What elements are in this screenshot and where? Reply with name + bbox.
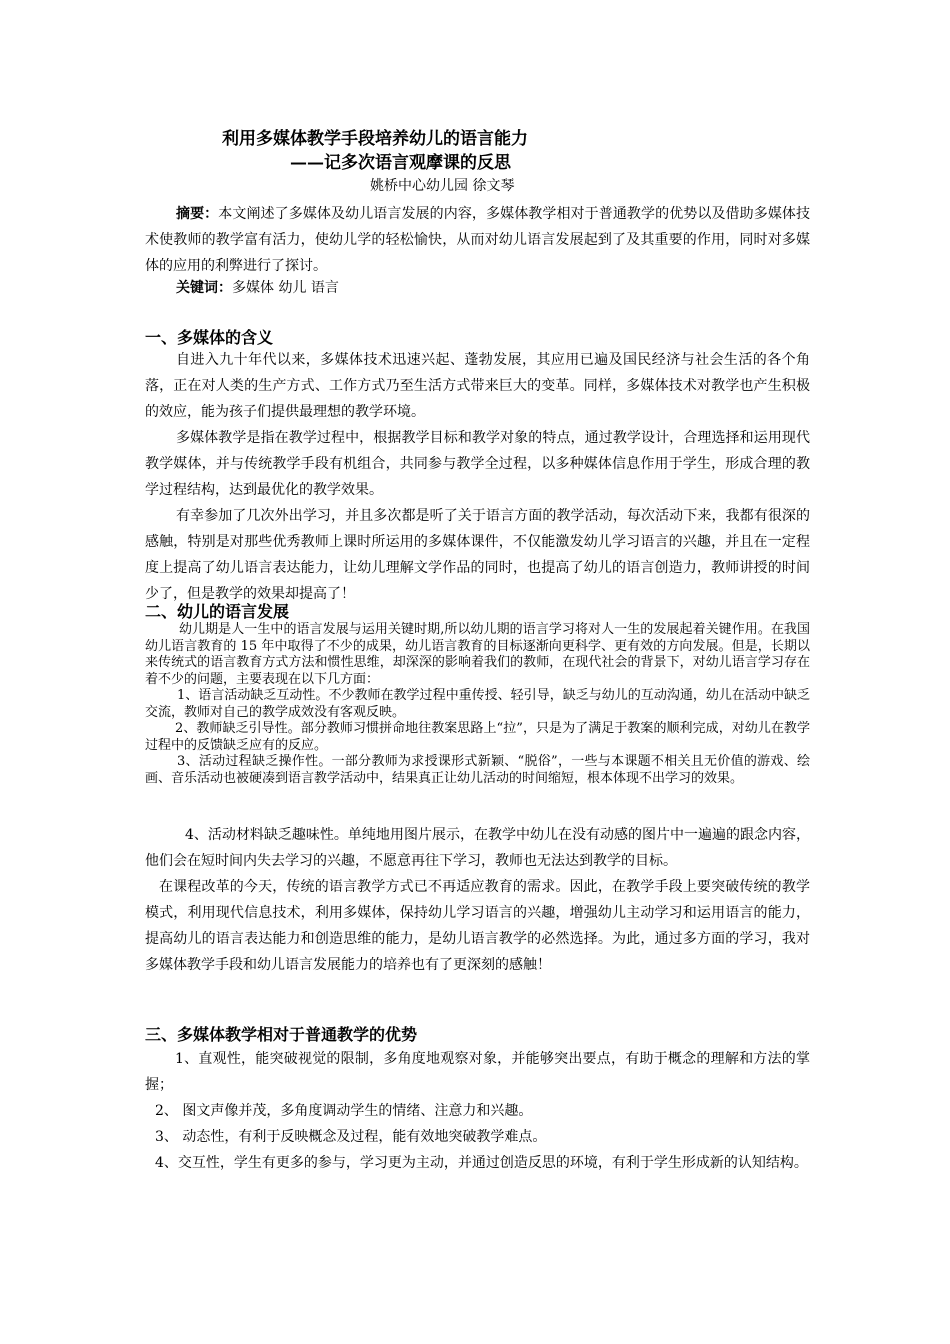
section1-paragraph: 自进入九十年代以来，多媒体技术迅速兴起、蓬勃发展，其应用已遍及国民经济与社会生活的各个角落，正在对人类的生产方式、工作方式乃至生活方式带来巨大的变革。同样，多媒体技术对教学也产生积极的效应，能为孩子们提供最理想的教学环境。 xyxy=(145,352,810,420)
section1-body xyxy=(145,347,810,607)
keywords-text: 多媒体 幼儿 语言 xyxy=(232,280,339,296)
section3-list-item: 1、直观性，能突破视觉的限制，多角度地观察对象，并能够突出要点，有助于概念的理解和方法的掌握； xyxy=(145,1051,810,1093)
author-line: 姚桥中心幼儿园 徐文琴 xyxy=(370,178,515,194)
keywords-label: 关键词： xyxy=(176,280,232,296)
abstract-block xyxy=(145,201,810,279)
section2-paragraph: 在课程改革的今天，传统的语言教学方式已不再适应教育的需求。因此，在教学手段上要突破传统的教学模式，利用现代信息技术，利用多媒体，保持幼儿学习语言的兴趣，增强幼儿主动学习和运用语言的能力，提高幼儿的语言表达能力和创造思维的能力，是幼儿语言教学的必然选择。为此，通过多方面的学习，我对多媒体教学手段和幼儿语言发展能力的培养也有了更深刻的感触！ xyxy=(145,879,810,973)
section3-body xyxy=(145,1046,810,1176)
section3-list-item: 2、 图文声像并茂，多角度调动学生的情绪、注意力和兴趣。 xyxy=(155,1103,533,1119)
abstract-text: 本文阐述了多媒体及幼儿语言发展的内容，多媒体教学相对于普通教学的优势以及借助多媒体技术使教师的教学富有活力，使幼儿学的轻松愉快，从而对幼儿语言发展起到了及其重要的作用，同时对多媒体的应用的利弊进行了探讨。 xyxy=(145,206,811,274)
section2-body xyxy=(145,822,810,978)
section1-paragraph: 有幸参加了几次外出学习，并且多次都是听了关于语言方面的教学活动，每次活动下来，我都有很深的感触，特别是对那些优秀教师上课时所运用的多媒体课件，不仅能激发幼儿学习语言的兴趣，并且在一定程度上提高了幼儿语言表达能力，让幼儿理解文学作品的同时，也提高了幼儿的语言创造力，教师讲授的时间少了，但是教学的效果却提高了！ xyxy=(145,508,810,602)
section1-paragraph: 多媒体教学是指在教学过程中，根据教学目标和教学对象的特点，通过教学设计，合理选择和运用现代教学媒体，并与传统教学手段有机组合，共同参与教学全过程，以多种媒体信息作用于学生，形成合理的教学过程结构，达到最优化的教学效果。 xyxy=(145,430,810,498)
abstract-paragraph xyxy=(145,201,810,279)
section2-small-body xyxy=(145,622,810,787)
abstract-label: 摘要： xyxy=(176,206,219,222)
keywords-block xyxy=(145,275,810,301)
section2-list-item: 1、语言活动缺乏互动性。不少教师在教学过程中重传授、轻引导，缺乏与幼儿的互动沟通，幼儿在活动中缺乏交流，教师对自己的教学成效没有客观反映。 xyxy=(145,688,810,720)
section3-list-item: 3、 动态性，有利于反映概念及过程，能有效地突破教学难点。 xyxy=(155,1129,547,1145)
section2-list-item: 4、活动材料缺乏趣味性。单纯地用图片展示，在教学中幼儿在没有动感的图片中一遍遍的跟念内容，他们会在短时间内失去学习的兴趣，不愿意再往下学习，教师也无法达到教学的目标。 xyxy=(145,827,810,869)
section2-list-item: 2、教师缺乏引导性。部分教师习惯拼命地往教案思路上“拉”，只是为了满足于教案的顺利完成，对幼儿在教学过程中的反馈缺乏应有的反应。 xyxy=(145,721,810,753)
document-title: 利用多媒体教学手段培养幼儿的语言能力 xyxy=(222,129,528,149)
document-subtitle: ——记多次语言观摩课的反思 xyxy=(290,153,511,173)
section2-intro-paragraph: 幼儿期是人一生中的语言发展与运用关键时期,所以幼儿期的语言学习将对人一生的发展起着关键作用。在我国幼儿语言教育的 15 年中取得了不少的成果，幼儿语言教育的目标逐渐向更科学、更有效的方向发展。但是，长期以来传统式的语言教育方式方法和惯性思维，却深深的影响着我们的教师，在现代社会的背景下，对幼儿语言学习存在着不少的问题，主要表现在以下几方面： xyxy=(145,622,810,687)
section3-list-item: 4、交互性，学生有更多的参与，学习更为主动，并通过创造反思的环境，有利于学生形成新的认知结构。 xyxy=(155,1155,808,1171)
section3-heading: 三、多媒体教学相对于普通教学的优势 xyxy=(145,1025,418,1044)
section2-heading: 二、幼儿的语言发展 xyxy=(145,602,290,621)
section1-heading: 一、多媒体的含义 xyxy=(145,328,274,347)
section2-list-item: 3、活动过程缺乏操作性。一部分教师为求授课形式新颖、“脱俗”，一些与本课题不相关且无价值的游戏、绘画、音乐活动也被硬凑到语言教学活动中，结果真正让幼儿活动的时间缩短，根本体现不出学习的效果。 xyxy=(145,754,810,786)
keywords-paragraph xyxy=(145,275,810,301)
